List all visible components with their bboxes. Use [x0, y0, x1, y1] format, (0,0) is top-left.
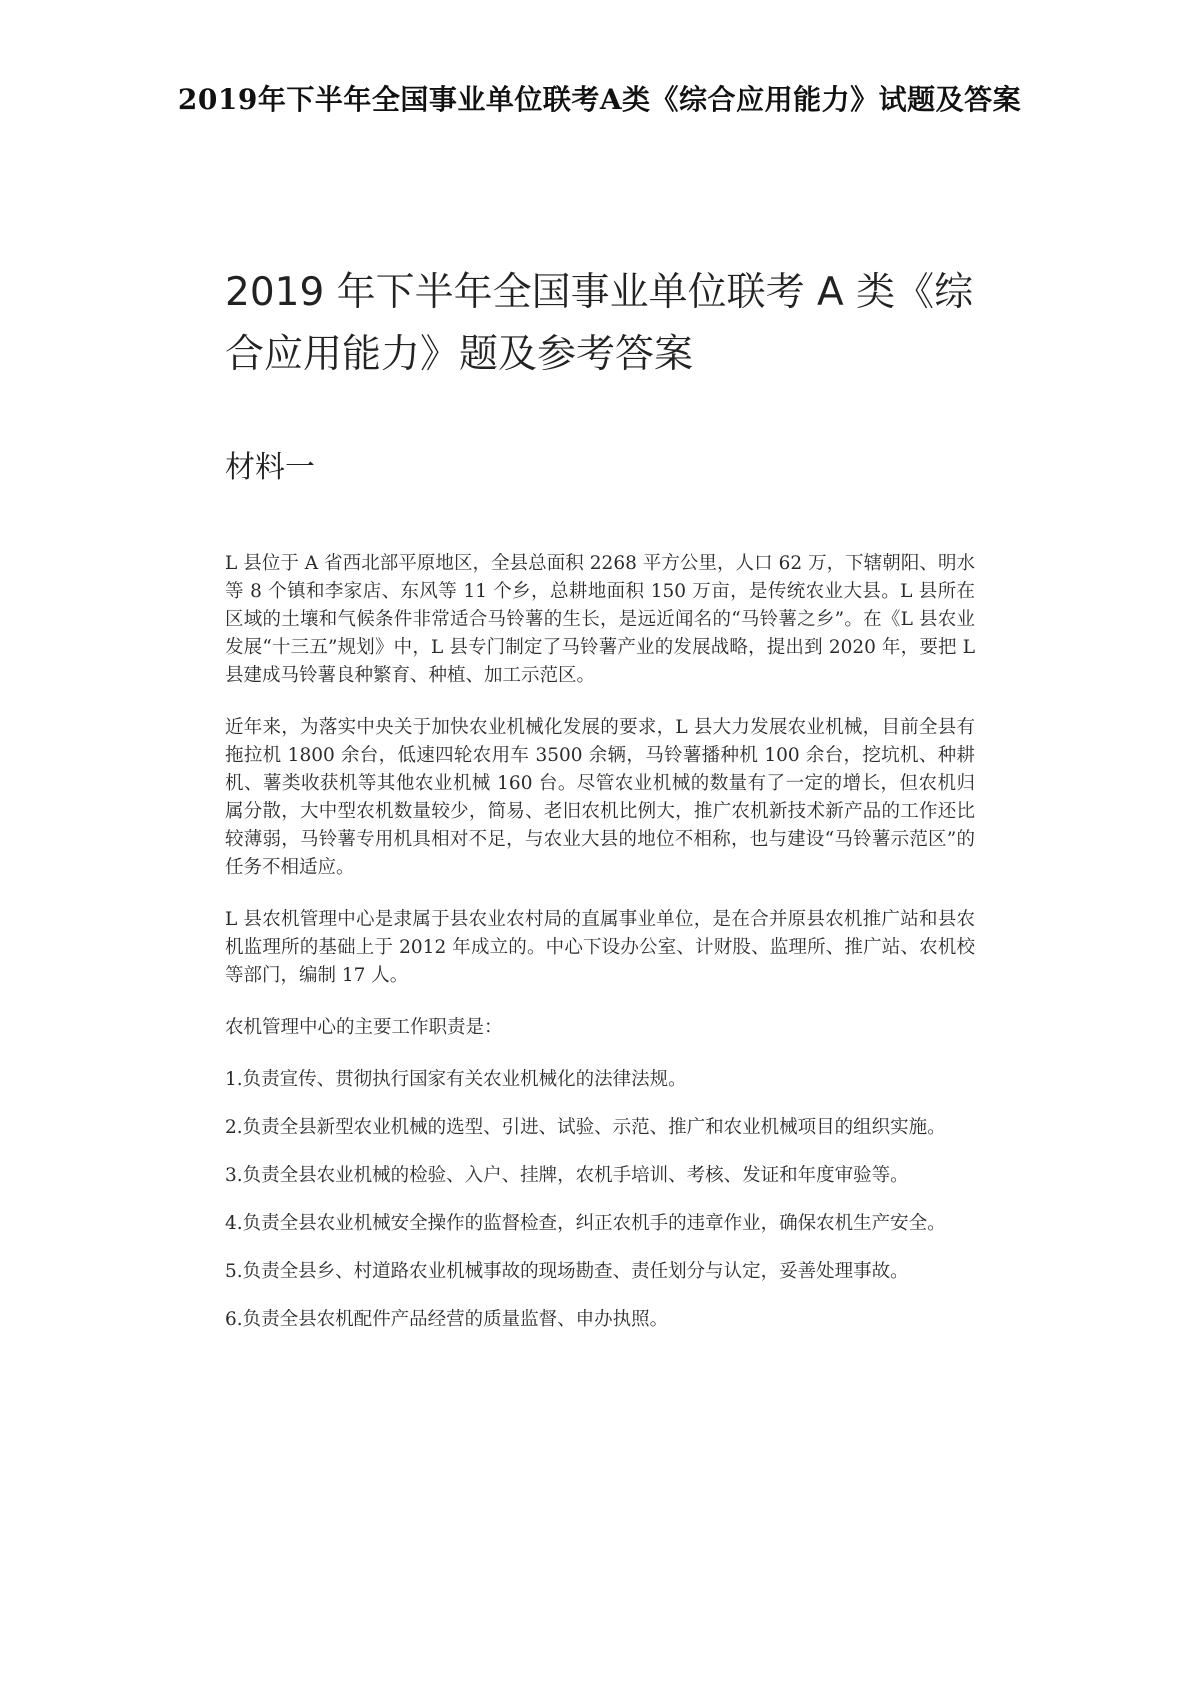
- document-title: 2019 年下半年全国事业单位联考 A 类《综合应用能力》题及参考答案: [225, 270, 974, 377]
- duty-item: 2.负责全县新型农业机械的选型、引进、试验、示范、推广和农业机械项目的组织实施。: [225, 1117, 946, 1138]
- duty-item: 5.负责全县乡、村道路农业机械事故的现场勘查、责任划分与认定，妥善处理事故。: [225, 1261, 909, 1282]
- duty-item: 1.负责宣传、贯彻执行国家有关农业机械化的法律法规。: [225, 1069, 687, 1090]
- duty-item: 4.负责全县农业机械安全操作的监督检查，纠正农机手的违章作业，确保农机生产安全。: [225, 1213, 946, 1234]
- paragraph: 近年来，为落实中央关于加快农业机械化发展的要求，L 县大力发展农业机械，目前全县有拖拉机 1800 余台，低速四轮农用车 3500 余辆，马铃薯播种机 100 余台，挖坑机、种耕机、薯类收获机等其他农业机械 160 台。尽管农业机械的数量有了一定的增长，但农机归属分散，大中型农机数量较少，简易、老旧农机比例大，推广农机新技术新产品的工作还比较薄弱，马铃薯专用机具相对不足，与农业大县的地位不相称，也与建设“马铃薯示范区”的任务不相适应。: [225, 717, 975, 878]
- document-body: [225, 550, 975, 1354]
- page-header-title: 2019年下半年全国事业单位联考A类《综合应用能力》试题及答案: [177, 83, 1022, 116]
- paragraph: 农机管理中心的主要工作职责是：: [225, 1017, 503, 1038]
- duty-item: 6.负责全县农机配件产品经营的质量监督、申办执照。: [225, 1309, 669, 1330]
- paragraph: L 县农机管理中心是隶属于县农业农村局的直属事业单位，是在合并原县农机推广站和县农机监理所的基础上于 2012 年成立的。中心下设办公室、计财股、监理所、推广站、农机校等部门，编制 17 人。: [225, 909, 975, 986]
- duty-item: 3.负责全县农业机械的检验、入户、挂牌，农机手培训、考核、发证和年度审验等。: [225, 1165, 909, 1186]
- paragraph: L 县位于 A 省西北部平原地区，全县总面积 2268 平方公里，人口 62 万，下辖朝阳、明水等 8 个镇和李家店、东风等 11 个乡，总耕地面积 150 万亩，是传统农业大县。L 县所在区域的土壤和气候条件非常适合马铃薯的生长，是远近闻名的“马铃薯之乡”。在《L 县农业发展“十三五”规划》中，L 县专门制定了马铃薯产业的发展战略，提出到 2020 年，要把 L 县建成马铃薯良种繁育、种植、加工示范区。: [225, 553, 975, 686]
- section-heading: 材料一: [225, 450, 315, 485]
